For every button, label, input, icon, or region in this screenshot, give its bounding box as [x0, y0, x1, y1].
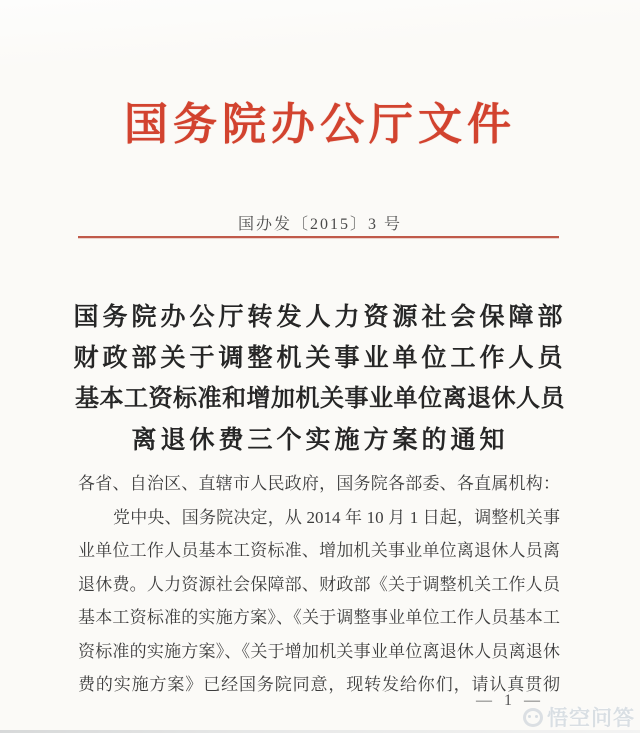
document-title: [50, 297, 590, 461]
title-line: 财政部关于调整机关事业单位工作人员: [73, 345, 567, 372]
wukong-monkey-logo-icon: [523, 708, 543, 727]
page-number: — 1 —: [476, 692, 544, 709]
document-body: [78, 467, 560, 702]
body-text-line: 基本工资标准的实施方案》、《关于调整事业单位工作人员基本工: [78, 608, 560, 627]
body-text-line: 资标准的实施方案》、《关于增加机关事业单位离退休人员离退休: [78, 641, 560, 661]
body-text-line: 费的实施方案》已经国务院同意，现转发给你们，请认真贯彻: [78, 675, 560, 694]
masthead-title: 国务院办公厅文件: [124, 100, 516, 149]
watermark-label: 悟空问答: [547, 707, 635, 730]
body-text-line: 党中央、国务院决定，从 2014 年 10 月 1 日起，调整机关事: [113, 507, 560, 527]
title-line: 国务院办公厅转发人力资源社会保障部: [73, 304, 567, 331]
document-number: 国办发〔2015〕3 号: [237, 216, 402, 233]
body-text-line: 业单位工作人员基本工资标准、增加机关事业单位离退休人员离: [78, 541, 560, 560]
body-text-line: 退休费。人力资源社会保障部、财政部《关于调整机关工作人员: [78, 574, 560, 594]
red-divider-rule: [78, 236, 559, 238]
salutation-line: 各省、自治区、直辖市人民政府，国务院各部委、各直属机构：: [78, 474, 560, 493]
title-line: 基本工资标准和增加机关事业单位离退休人员: [75, 386, 565, 412]
title-line: 离退休费三个实施方案的通知: [131, 427, 509, 454]
